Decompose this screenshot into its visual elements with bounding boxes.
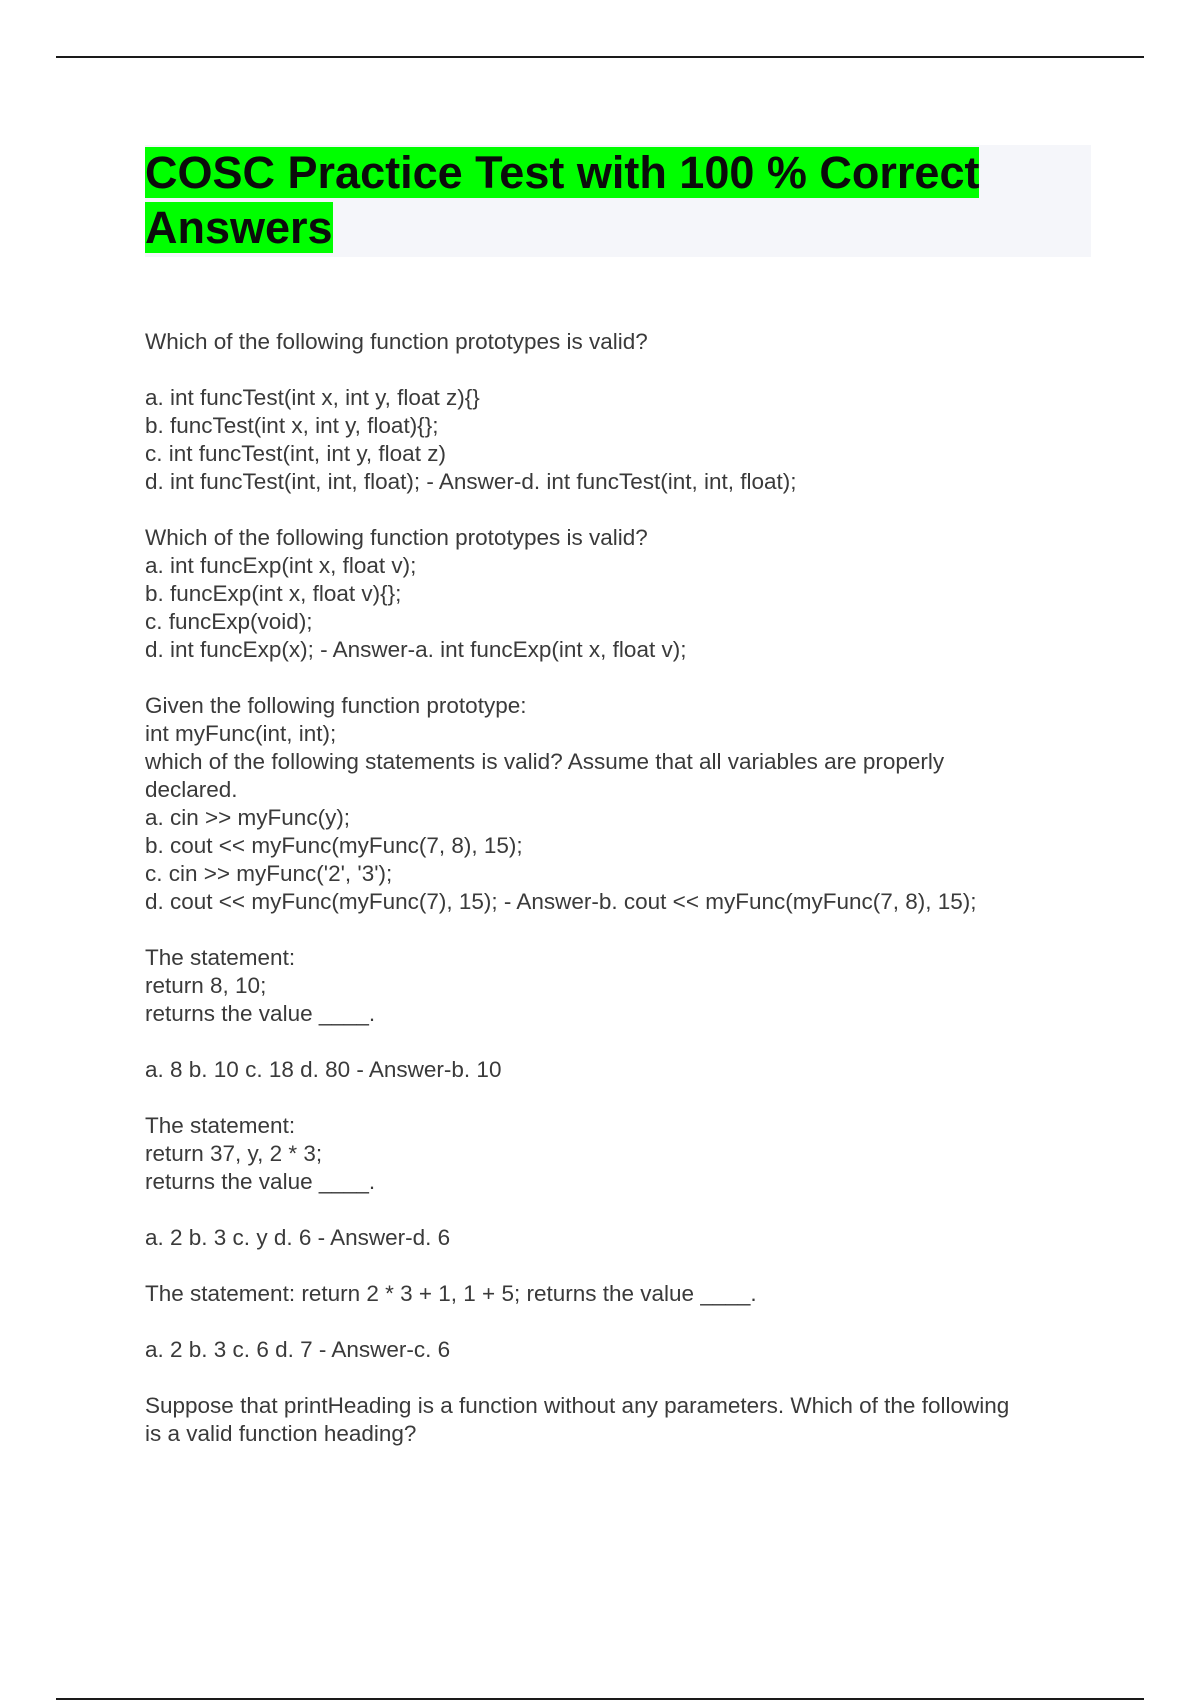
text-line: The statement: — [145, 1113, 296, 1138]
paragraph-gap — [145, 1028, 1105, 1056]
paragraph-gap — [145, 1308, 1105, 1336]
paragraph-gap — [145, 1364, 1105, 1392]
text-line: a. 8 b. 10 c. 18 d. 80 - Answer-b. 10 — [145, 1057, 502, 1082]
title-highlight: COSC Practice Test with 100 % Correct Answers — [145, 147, 980, 253]
paragraph-gap — [145, 356, 1105, 384]
text-line: c. funcExp(void); — [145, 609, 313, 634]
text-line: a. int funcExp(int x, float v); — [145, 553, 417, 578]
paragraph-gap — [145, 1084, 1105, 1112]
text-line: Which of the following function prototypes is valid? — [145, 525, 648, 550]
text-line: returns the value ____. — [145, 1001, 376, 1026]
text-line: a. 2 b. 3 c. 6 d. 7 - Answer-c. 6 — [145, 1337, 451, 1362]
text-line: d. int funcExp(x); - Answer-a. int funcExp(int x, float v); — [145, 637, 687, 662]
top-rule — [56, 56, 1144, 58]
text-line: d. int funcTest(int, int, float); - Answer-d. int funcTest(int, int, float); — [145, 469, 797, 494]
document-title — [145, 145, 1091, 255]
text-line: c. int funcTest(int, int y, float z) — [145, 441, 446, 466]
text-line: Given the following function prototype: — [145, 693, 527, 718]
text-line: b. funcExp(int x, float v){}; — [145, 581, 402, 606]
paragraph-gap — [145, 1196, 1105, 1224]
text-line: declared. — [145, 777, 238, 802]
text-line: a. cin >> myFunc(y); — [145, 805, 351, 830]
text-line: c. cin >> myFunc('2', '3'); — [145, 861, 393, 886]
text-line: The statement: — [145, 945, 296, 970]
paragraph-gap — [145, 916, 1105, 944]
paragraph-gap — [145, 664, 1105, 692]
text-line: return 8, 10; — [145, 973, 267, 998]
text-line: d. cout << myFunc(myFunc(7), 15); - Answer-b. cout << myFunc(myFunc(7, 8), 15); — [145, 889, 977, 914]
paragraph-gap — [145, 496, 1105, 524]
text-line: Which of the following function prototypes is valid? — [145, 329, 648, 354]
text-line: int myFunc(int, int); — [145, 721, 337, 746]
text-line: which of the following statements is valid? Assume that all variables are properly — [145, 749, 945, 774]
text-line: a. 2 b. 3 c. y d. 6 - Answer-d. 6 — [145, 1225, 451, 1250]
text-line: is a valid function heading? — [145, 1421, 417, 1446]
text-line: b. cout << myFunc(myFunc(7, 8), 15); — [145, 833, 523, 858]
document-body — [145, 328, 1105, 1448]
title-block — [145, 145, 1091, 257]
text-line: Suppose that printHeading is a function without any parameters. Which of the following — [145, 1393, 1010, 1418]
text-line: b. funcTest(int x, int y, float){}; — [145, 413, 439, 438]
text-line: The statement: return 2 * 3 + 1, 1 + 5; returns the value ____. — [145, 1281, 757, 1306]
paragraph-gap — [145, 1252, 1105, 1280]
text-line: return 37, y, 2 * 3; — [145, 1141, 323, 1166]
text-line: returns the value ____. — [145, 1169, 376, 1194]
text-line: a. int funcTest(int x, int y, float z){} — [145, 385, 480, 410]
